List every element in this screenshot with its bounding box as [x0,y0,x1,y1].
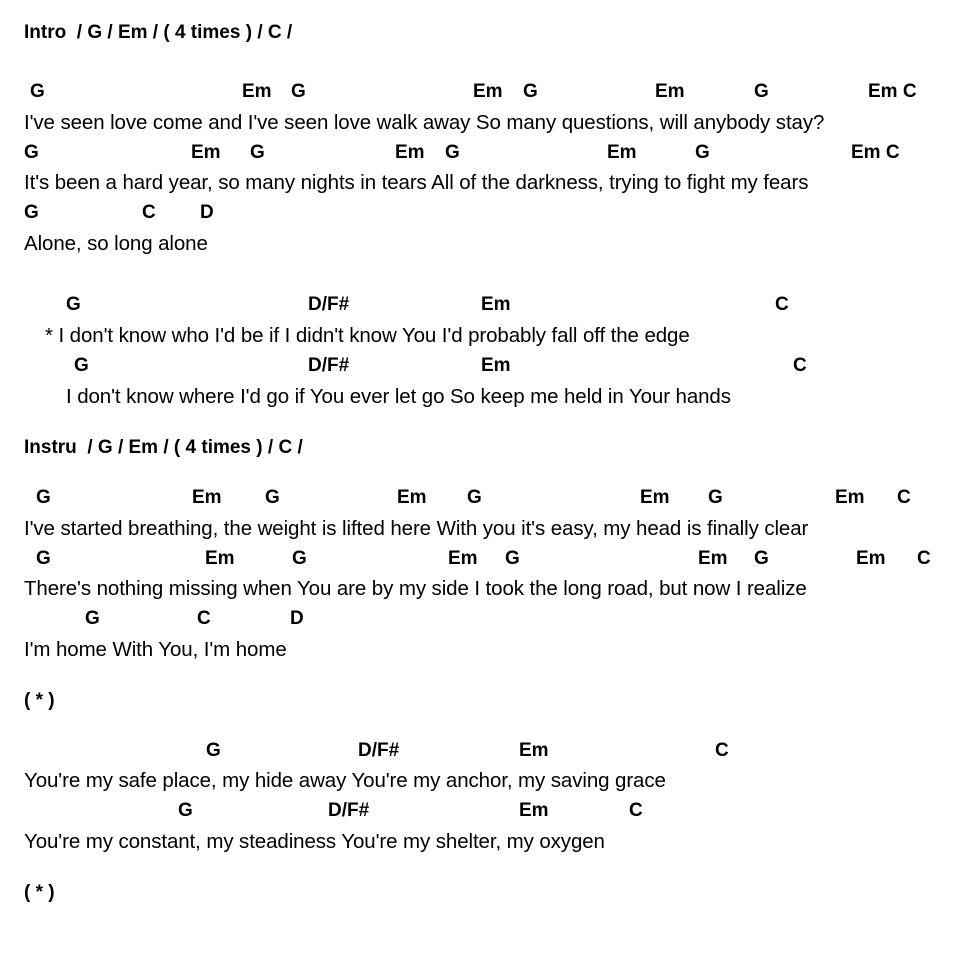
chord: G [708,487,723,508]
chord: G [36,487,51,508]
chord: Em [640,487,670,508]
chord: G [754,548,769,569]
chord: G [36,548,51,569]
chord: G [250,142,265,163]
chord: D/F# [308,294,350,315]
chord: Em [856,548,886,569]
chord: Em [205,548,235,569]
lyric-line: There's nothing missing when You are by my side I took the long road, but now I realize [24,577,807,600]
chord: G [66,294,81,315]
chord: Em [397,487,427,508]
chord: G [85,608,100,629]
instru-line: Instru / G / Em / ( 4 times ) / C / [24,437,303,458]
lyric-line: I don't know where I'd go if You ever let go So keep me held in Your hands [66,385,731,408]
lyric-line: I'm home With You, I'm home [24,638,287,661]
chord: C [775,294,789,315]
chord: C [629,800,643,821]
chord: Em C [868,81,917,102]
lyric-line: I've started breathing, the weight is lifted here With you it's easy, my head is finally clear [24,517,809,540]
intro-line: Intro / G / Em / ( 4 times ) / C / [24,22,293,43]
lyric-line: You're my safe place, my hide away You're my anchor, my saving grace [24,769,666,792]
chord: G [754,81,769,102]
chord: G [178,800,193,821]
chord: D [290,608,304,629]
chord: D/F# [308,355,350,376]
chord: Em [481,294,511,315]
chord: G [30,81,45,102]
chorus-reference: ( * ) [24,690,55,711]
chord: Em [192,487,222,508]
chord: C [917,548,931,569]
chord: G [24,142,39,163]
chord: G [445,142,460,163]
chord: D [200,202,214,223]
chord: G [265,487,280,508]
chord: G [206,740,221,761]
chord: G [467,487,482,508]
chord: D/F# [358,740,400,761]
chord: Em [242,81,272,102]
chorus-reference: ( * ) [24,882,55,903]
chord: C [197,608,211,629]
chord: Em [191,142,221,163]
chord: C [142,202,156,223]
chord: G [505,548,520,569]
lyric-line: * I don't know who I'd be if I didn't know You I'd probably fall off the edge [45,324,690,347]
chord: Em [835,487,865,508]
chord: Em [698,548,728,569]
chord: D/F# [328,800,370,821]
chord: C [793,355,807,376]
chord: Em [519,740,549,761]
lyric-line: I've seen love come and I've seen love walk away So many questions, will anybody stay? [24,111,825,134]
chord: Em [473,81,503,102]
lyric-line: Alone, so long alone [24,232,208,255]
chord: Em [481,355,511,376]
lyric-line: You're my constant, my steadiness You're my shelter, my oxygen [24,830,605,853]
chord: C [715,740,729,761]
chord: G [695,142,710,163]
chord: C [897,487,911,508]
chord: Em [448,548,478,569]
chord: G [24,202,39,223]
chord: Em [655,81,685,102]
chord: Em [519,800,549,821]
chord: Em [607,142,637,163]
chord: Em [395,142,425,163]
chord: G [292,548,307,569]
chord: Em C [851,142,900,163]
chord: G [523,81,538,102]
lyric-line: It's been a hard year, so many nights in tears All of the darkness, trying to fight my fears [24,171,809,194]
chord: G [74,355,89,376]
chord: G [291,81,306,102]
